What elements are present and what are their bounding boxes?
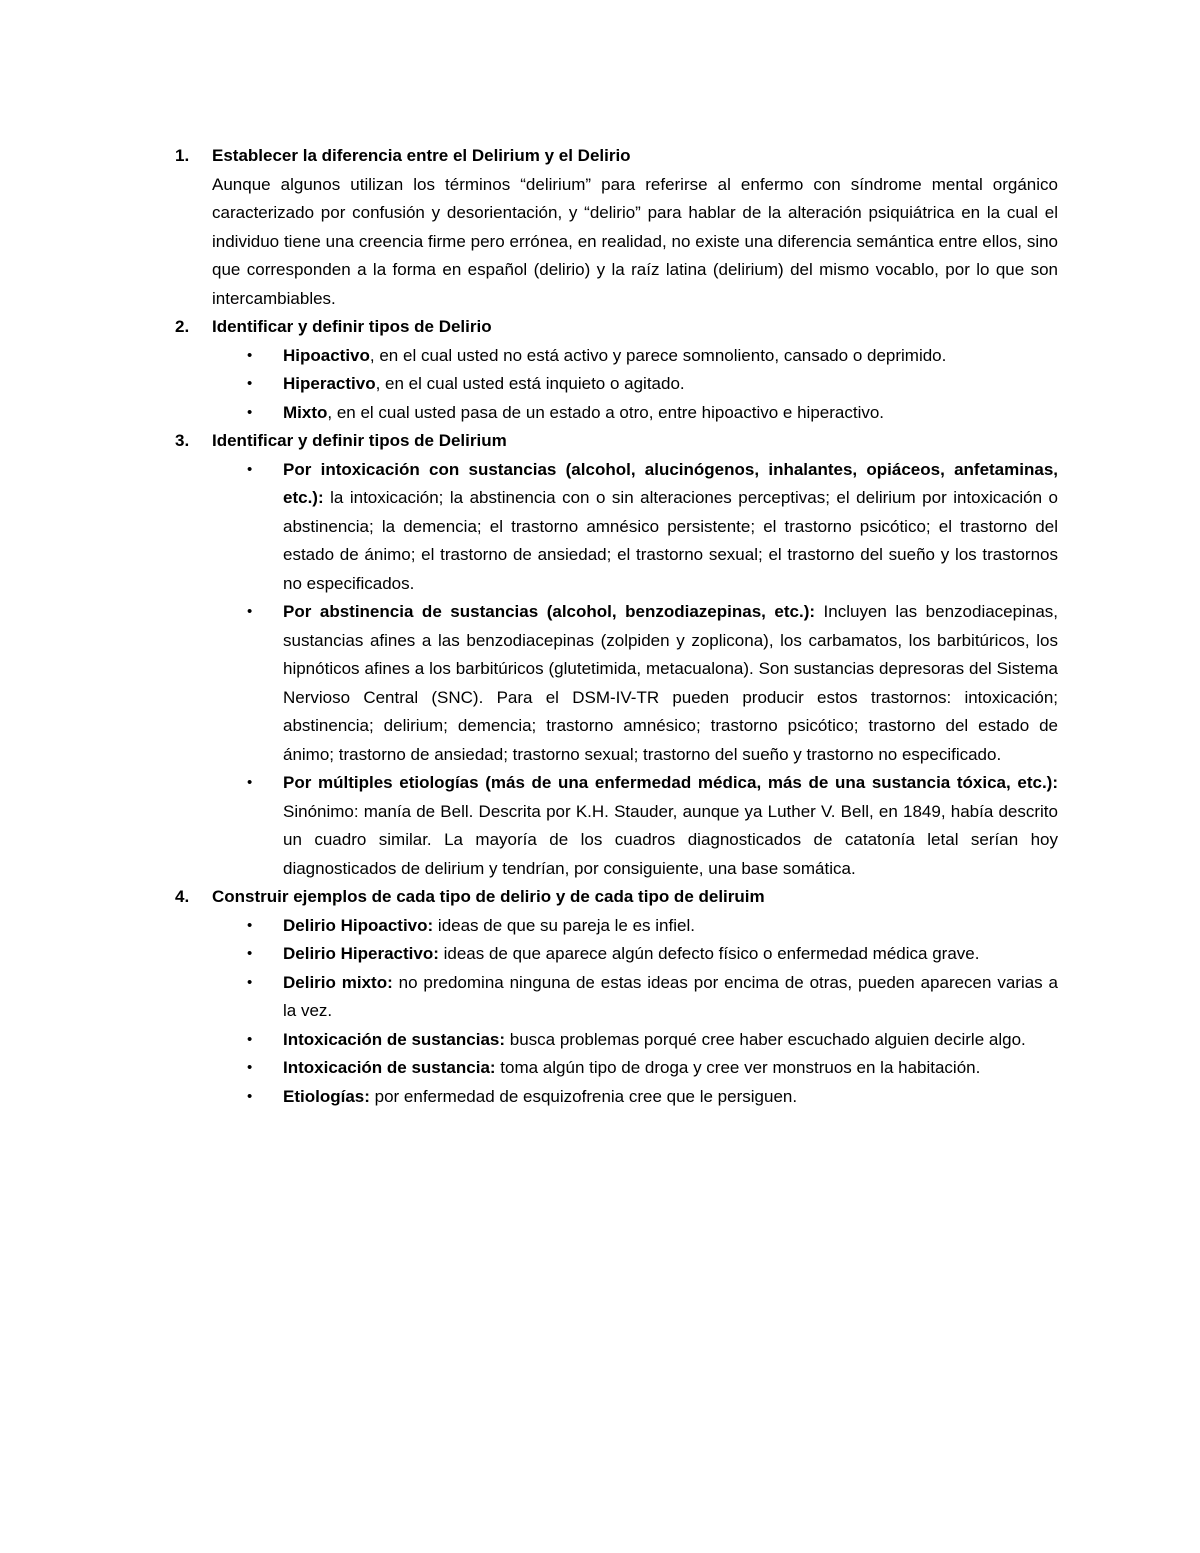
list-item xyxy=(247,1054,1058,1083)
item-text: Incluyen las benzodiacepinas, sustancias afines a las benzodiacepinas (zolpiden y zoplicona), los carbamatos, los barbitúricos, los hipnóticos afines a los barbitúricos (glutetimida, metacualona). Son sustancias depresoras del Sistema Nervioso Central (SNC). Para el DSM-IV-TR pueden producir estos trastornos: intoxicación; abstinencia; delirium; demencia; trastorno amnésico; trastorno psicótico; trastorno del estado de ánimo; trastorno de ansiedad; trastorno sexual; trastorno del sueño y trastorno no especificado. xyxy=(283,602,1058,764)
bullet-icon: • xyxy=(247,460,253,478)
section-number: 3. xyxy=(175,431,190,450)
section-2 xyxy=(175,313,1058,427)
item-text: Sinónimo: manía de Bell. Descrita por K.H. Stauder, aunque ya Luther V. Bell, en 1849, había descrito un cuadro similar. La mayoría de los cuadros diagnosticados de catatonía letal serían hoy diagnosticados de delirium y tendrían, por consiguiente, una base somática. xyxy=(283,801,1058,878)
item-text: , en el cual usted está inquieto o agitado. xyxy=(375,374,685,393)
item-text: toma algún tipo de droga y cree ver monstruos en la habitación. xyxy=(495,1058,981,1077)
bullet-icon: • xyxy=(247,346,253,364)
bullet-list xyxy=(212,912,1058,1112)
bullet-icon: • xyxy=(247,973,253,991)
item-term: Mixto xyxy=(283,402,328,422)
list-item xyxy=(247,598,1058,769)
item-term: Por intoxicación con sustancias (alcohol, alucinógenos, inhalantes, opiáceos, anfetaminas, etc.): xyxy=(283,459,1058,507)
bullet-icon: • xyxy=(247,1087,253,1105)
bullet-icon: • xyxy=(247,375,253,392)
bullet-list xyxy=(212,342,1058,428)
list-item xyxy=(247,370,1058,399)
item-text: por enfermedad de esquizofrenia cree que le persiguen. xyxy=(369,1086,798,1106)
item-term: Intoxicación de sustancias: xyxy=(283,1029,506,1049)
section-number: 4. xyxy=(175,887,190,906)
item-term: Delirio mixto: xyxy=(283,972,393,992)
item-term: Intoxicación de sustancia: xyxy=(283,1058,496,1077)
section-heading: Identificar y definir tipos de Delirio xyxy=(212,317,492,336)
item-term: Etiologías: xyxy=(283,1086,370,1106)
item-text: ideas de que su pareja le es infiel. xyxy=(433,915,695,935)
section-paragraph: Aunque algunos utilizan los términos “delirium” para referirse al enfermo con síndrome mental orgánico caracterizado por confusión y desorientación, y “delirio” para hablar de la alteración psiquiátrica en la cual el individuo tiene una creencia firme pero errónea, en realidad, no existe una diferencia semántica entre ellos, sino que corresponden a la forma en español (delirio) y la raíz latina (delirium) del mismo vocablo, por lo que son intercambiables. xyxy=(212,174,1058,308)
bullet-icon: • xyxy=(247,774,253,791)
section-1 xyxy=(175,142,1058,313)
list-item xyxy=(247,342,1058,371)
list-item xyxy=(247,769,1058,883)
list-item xyxy=(247,1026,1058,1055)
section-number: 1. xyxy=(175,146,190,165)
list-item xyxy=(247,399,1058,428)
item-text: busca problemas porqué cree haber escuchado alguien decirle algo. xyxy=(505,1029,1026,1049)
section-heading: Establecer la diferencia entre el Delirium y el Delirio xyxy=(212,146,631,165)
section-heading: Construir ejemplos de cada tipo de delirio y de cada tipo de deliruim xyxy=(212,887,765,906)
list-item xyxy=(247,912,1058,941)
item-text: no predomina ninguna de estas ideas por encima de otras, pueden aparecen varias a la vez. xyxy=(283,972,1058,1020)
bullet-list xyxy=(212,456,1058,884)
bullet-icon: • xyxy=(247,916,253,934)
item-term: Delirio Hipoactivo: xyxy=(283,915,434,935)
item-term: Hiperactivo xyxy=(283,374,376,393)
item-term: Hipoactivo xyxy=(283,345,370,365)
item-text: , en el cual usted no está activo y parece somnoliento, cansado o deprimido. xyxy=(369,345,947,365)
list-item xyxy=(247,940,1058,969)
item-term: Por múltiples etiologías (más de una enfermedad médica, más de una sustancia tóxica, etc.): xyxy=(283,773,1058,792)
bullet-icon: • xyxy=(247,603,253,620)
item-text: , en el cual usted pasa de un estado a otro, entre hipoactivo e hiperactivo. xyxy=(327,402,885,422)
item-term: Delirio Hiperactivo: xyxy=(283,944,439,963)
list-item xyxy=(247,1083,1058,1112)
list-item xyxy=(247,456,1058,599)
section-4 xyxy=(175,883,1058,1111)
section-3 xyxy=(175,427,1058,883)
section-heading: Identificar y definir tipos de Delirium xyxy=(212,431,507,450)
bullet-icon: • xyxy=(247,945,253,962)
bullet-icon: • xyxy=(247,403,253,421)
bullet-icon: • xyxy=(247,1059,253,1076)
section-number: 2. xyxy=(175,317,190,336)
bullet-icon: • xyxy=(247,1030,253,1048)
item-term: Por abstinencia de sustancias (alcohol, benzodiazepinas, etc.): xyxy=(283,602,816,621)
item-text: ideas de que aparece algún defecto físico o enfermedad médica grave. xyxy=(438,944,980,963)
list-item xyxy=(247,969,1058,1026)
numbered-list xyxy=(0,142,1200,1111)
item-text: la intoxicación; la abstinencia con o sin alteraciones perceptivas; el delirium por intoxicación o abstinencia; la demencia; el trastorno amnésico persistente; el trastorno psicótico; el trastorno del estado de ánimo; el trastorno de ansiedad; el trastorno sexual; el trastorno del sueño y los trastornos no especificados. xyxy=(283,488,1058,593)
